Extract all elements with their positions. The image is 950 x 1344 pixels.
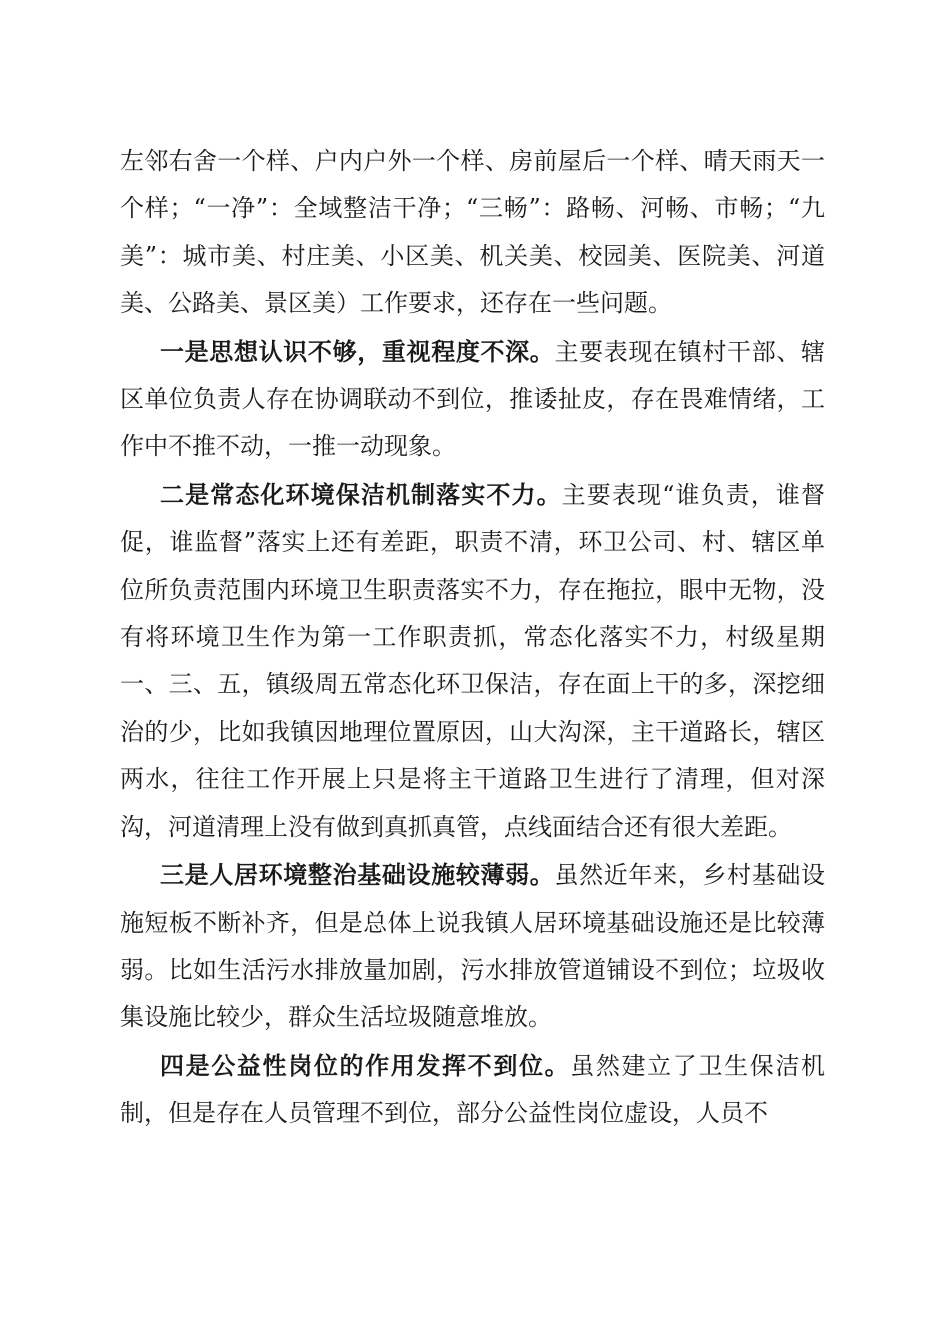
paragraph-text: 主要表现“谁负责，谁督促，谁监督”落实上还有差距，职责不清，环卫公司、村、辖区单位所负责范围内环境卫生职责落实不力，存在拖拉，眼中无物，没有将环境卫生作为第一工作职责抓，常态化落实不力，村级星期一、三、五，镇级周五常态化环卫保洁，存在面上干的多，深挖细治的少，比如我镇因地理位置原因，山大沟深，主干道路长，辖区两水，往往工作开展上只是将主干道路卫生进行了清理，但对深沟，河道清理上没有做到真抓真管，点线面结合还有很大差距。 [120,480,825,841]
paragraph-lead: 一是思想认识不够，重视程度不深。 [160,336,555,366]
paragraph-issue-1 [120,328,825,471]
paragraph-issue-3 [120,851,825,1042]
paragraph-issue-4 [120,1042,825,1138]
paragraph-lead: 四是公益性岗位的作用发挥不到位。 [160,1050,571,1080]
document-body [120,138,825,1138]
paragraph-text: 虽然建立了卫生保洁机制，但是存在人员管理不到位，部分公益性岗位虚设，人员不 [120,1051,826,1128]
paragraph-issue-2 [120,471,825,851]
paragraph-continuation [120,138,825,328]
paragraph-text: 虽然近年来，乡村基础设施短板不断补齐，但是总体上说我镇人居环境基础设施还是比较薄弱。比如生活污水排放量加剧，污水排放管道铺设不到位；垃圾收集设施比较少，群众生活垃圾随意堆放。 [120,861,826,1032]
paragraph-lead: 二是常态化环境保洁机制落实不力。 [160,479,562,509]
paragraph-lead: 三是人居环境整治基础设施较薄弱。 [160,860,555,890]
paragraph-text: 主要表现在镇村干部、辖区单位负责人存在协调联动不到位，推诿扯皮，存在畏难情绪，工作中不推不动，一推一动现象。 [120,337,826,461]
paragraph-text: 左邻右舍一个样、户内户外一个样、房前屋后一个样、晴天雨天一个样；“一净”：全域整洁干净；“三畅”：路畅、河畅、市畅；“九美”：城市美、村庄美、小区美、机关美、校园美、医院美、河道美、公路美、景区美）工作要求，还存在一些问题。 [120,147,825,318]
